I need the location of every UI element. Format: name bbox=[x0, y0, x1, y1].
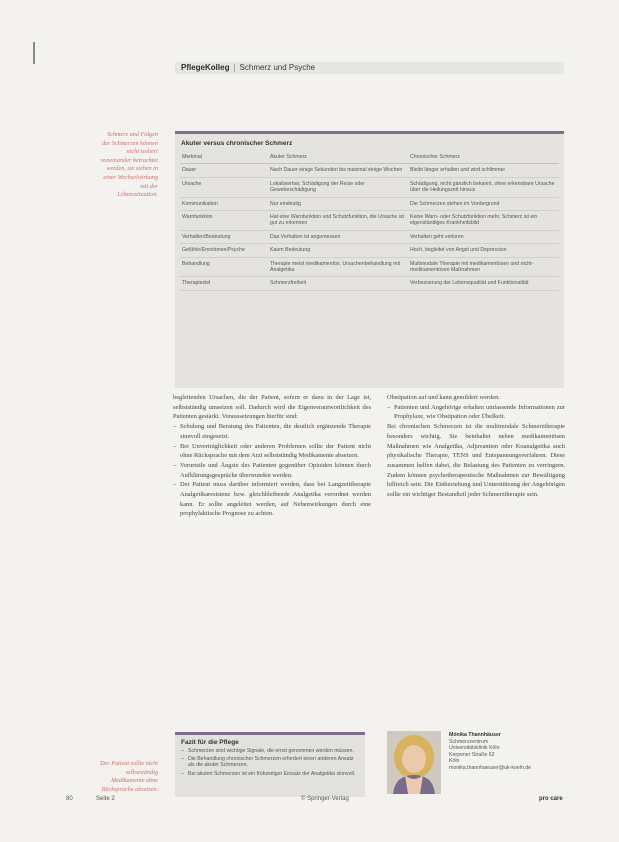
table-row bbox=[180, 230, 559, 243]
list-item: – Schulung und Beratung des Patienten, die deutlich ergänzende Therapie sinnvoll eingesetzt. bbox=[173, 422, 371, 441]
table-cell: Das Verhalten ist angemessen bbox=[268, 230, 408, 243]
table-cell: Verhalten geht verloren bbox=[408, 230, 559, 243]
page-number: 80 bbox=[66, 796, 73, 802]
table-row bbox=[180, 244, 559, 257]
table-cell: Verhalten/Bedeutung bbox=[180, 230, 268, 243]
table-row bbox=[180, 197, 559, 210]
table-cell: Keine Warn- oder Schutzfunktion mehr, Schmerz ist ein eigenständiges Krankheitsbild bbox=[408, 211, 559, 231]
fact-box-list bbox=[175, 748, 365, 777]
table-cell: Verbesserung der Lebensqualität und Funktionalität bbox=[408, 277, 559, 290]
table-cell: Therapie meist medikamentös, Ursachenbehandlung mit Analgetika bbox=[268, 257, 408, 277]
author-line: Köln bbox=[449, 758, 460, 765]
table-row bbox=[180, 211, 559, 231]
footer-publisher: © Springer-Verlag bbox=[301, 796, 349, 802]
header-separator: | bbox=[233, 63, 236, 72]
table-cell: Kaum Bedeutung bbox=[268, 244, 408, 257]
table-row bbox=[180, 277, 559, 290]
table-cell: Kommunikation bbox=[180, 197, 268, 210]
table-cell: Behandlung bbox=[180, 257, 268, 277]
table-cell: Lokalisierbar, Schädigung der Reize oder Gewebeschädigung bbox=[268, 177, 408, 197]
paragraph: begleitenden Ursachen, die der Patient, sofern er dazu in der Lage ist, selbstständig umsetzen soll. Dadurch wird die Eigenverantwortlichkeit des Patienten gestärkt. Voraussetzungen hierfür sind: bbox=[173, 394, 371, 421]
footer-journal: pro care bbox=[539, 796, 563, 802]
table-cell: Bleibt länger erhalten und wird schlimmer bbox=[408, 164, 559, 177]
author-photo-illustration bbox=[387, 731, 441, 794]
author-info bbox=[449, 732, 567, 772]
table-cell: Multimodale Therapie mit medikamentösen und nicht-medikamentösen Maßnahmen bbox=[408, 257, 559, 277]
table-cell: Warnfunktion bbox=[180, 211, 268, 231]
table-cell: Hoch, begleitet von Angst und Depression bbox=[408, 244, 559, 257]
table-cell: Therapieziel bbox=[180, 277, 268, 290]
author-email: monika.thannhaeuser@uk-koeln.de bbox=[449, 764, 531, 771]
list-item: – Bei Unverträglichkeit oder anderen Problemen sollte der Patient nicht ohne Rücksprache mit dem Arzt selbstständig Medikamente absetzen. bbox=[173, 442, 371, 461]
comparison-table bbox=[180, 151, 559, 291]
table-row bbox=[180, 164, 559, 177]
margin-quote-1: Schmerz und Folgen der Schmerzen können nicht isoliert voneinander betrachtet werden, sie stehen in einer Wechselwirkung mit der Lebenssituation. bbox=[100, 131, 158, 199]
body-column-left bbox=[173, 393, 371, 519]
table-row bbox=[180, 257, 559, 277]
paragraph: Obstipation auf und kann gemildert werden. bbox=[387, 394, 500, 401]
bullet-list bbox=[387, 403, 565, 422]
list-item: – Schmerzen sind wichtige Signale, die ernst genommen werden müssen. bbox=[181, 748, 359, 754]
author-line: Schmerzzentrum bbox=[449, 738, 489, 745]
table-cell: Die Schmerzen stehen im Vordergrund bbox=[408, 197, 559, 210]
comparison-table-box bbox=[175, 131, 564, 388]
list-item: – Bei akuten Schmerzen ist ein frühzeitiger Einsatz der Analgetika sinnvoll. bbox=[181, 771, 359, 777]
fact-box bbox=[175, 732, 365, 797]
table-cell: Nach Dauer einige Sekunden bis maximal einige Wochen bbox=[268, 164, 408, 177]
fact-box-title: Fazit für die Pflege bbox=[181, 739, 239, 746]
table-cell: Ursache bbox=[180, 177, 268, 197]
page-header bbox=[175, 62, 564, 74]
author-photo bbox=[387, 731, 441, 794]
author-name: Mónika Thannhäuser bbox=[449, 732, 501, 738]
list-item: – Die Behandlung chronischer Schmerzen erfordert einen anderen Ansatz als die akuter Schmerzen. bbox=[181, 756, 359, 768]
table-row bbox=[180, 177, 559, 197]
author-line: Universitätsklinik Köln bbox=[449, 745, 500, 752]
header-kicker: PflegeKolleg bbox=[181, 63, 230, 72]
table-header-cell: Akuter Schmerz bbox=[268, 151, 408, 164]
table-cell: Dauer bbox=[180, 164, 268, 177]
table-cell: Schmerzfreiheit bbox=[268, 277, 408, 290]
footer-rubrik: Seite 2 bbox=[96, 796, 115, 802]
table-header-cell: Merkmal bbox=[180, 151, 268, 164]
author-line: Kerpener Straße 62 bbox=[449, 751, 495, 758]
header-section: Schmerz und Psyche bbox=[239, 63, 316, 72]
table-title: Akuter versus chronischer Schmerz bbox=[181, 140, 293, 147]
table-header-cell: Chronischer Schmerz bbox=[408, 151, 559, 164]
list-item: – Vorurteile und Ängste des Patienten gegenüber Opioiden können durch Aufklärungsgespräche überwunden werden. bbox=[173, 461, 371, 480]
body-column-right bbox=[387, 393, 565, 500]
list-item: – Der Patient muss darüber informiert werden, dass bei Langzeittherapie Analgetikaresistenz bzw. gleichbleibende Analgetika verordnet werden kann. Er sollte angeleitet werden, auf Nebenwirkungen durch eine prophylaktische Prognose zu achten. bbox=[173, 480, 371, 519]
table-cell: Nur eindeutig bbox=[268, 197, 408, 210]
margin-quote-2: Der Patient sollte nicht selbstständig Medikamente ohne Rücksprache absetzen. bbox=[100, 760, 158, 793]
table-cell: Gefühle/Emotionen/Psyche bbox=[180, 244, 268, 257]
bullet-list bbox=[173, 422, 371, 519]
table-cell: Schädigung, nicht gänzlich bekannt, ohne erkennbare Ursache über die Heilungszeit hinaus bbox=[408, 177, 559, 197]
paragraph: Bei chronischen Schmerzen ist die multimodale Schmerztherapie besonders wichtig. Sie beinhaltet neben medikamentösen Maßnahmen wie Analgetika, Adjuvantien oder Koanalgetika auch physikalische Therapie, TENS und Entspannungsverfahren. Diese zusammen helfen dabei, die Belastung des Patienten zu verringern. Zudem können psychotherapeutische Maßnahmen zur Bewältigung hilfreich sein. Die Einbeziehung und Unterstützung der Angehörigen sollte ein wichtiger Bestandteil jeder Schmerztherapie sein. bbox=[387, 423, 565, 499]
table-header-row bbox=[180, 151, 559, 164]
list-item: – Patienten und Angehörige erhalten umfassende Informationen zur Prophylaxe, wie Obstipation oder Übelkeit. bbox=[387, 403, 565, 422]
decorative-bar bbox=[33, 42, 35, 64]
table-cell: Hat eine Warnfunktion und Schutzfunktion, die Ursache ist gut zu erkennen bbox=[268, 211, 408, 231]
